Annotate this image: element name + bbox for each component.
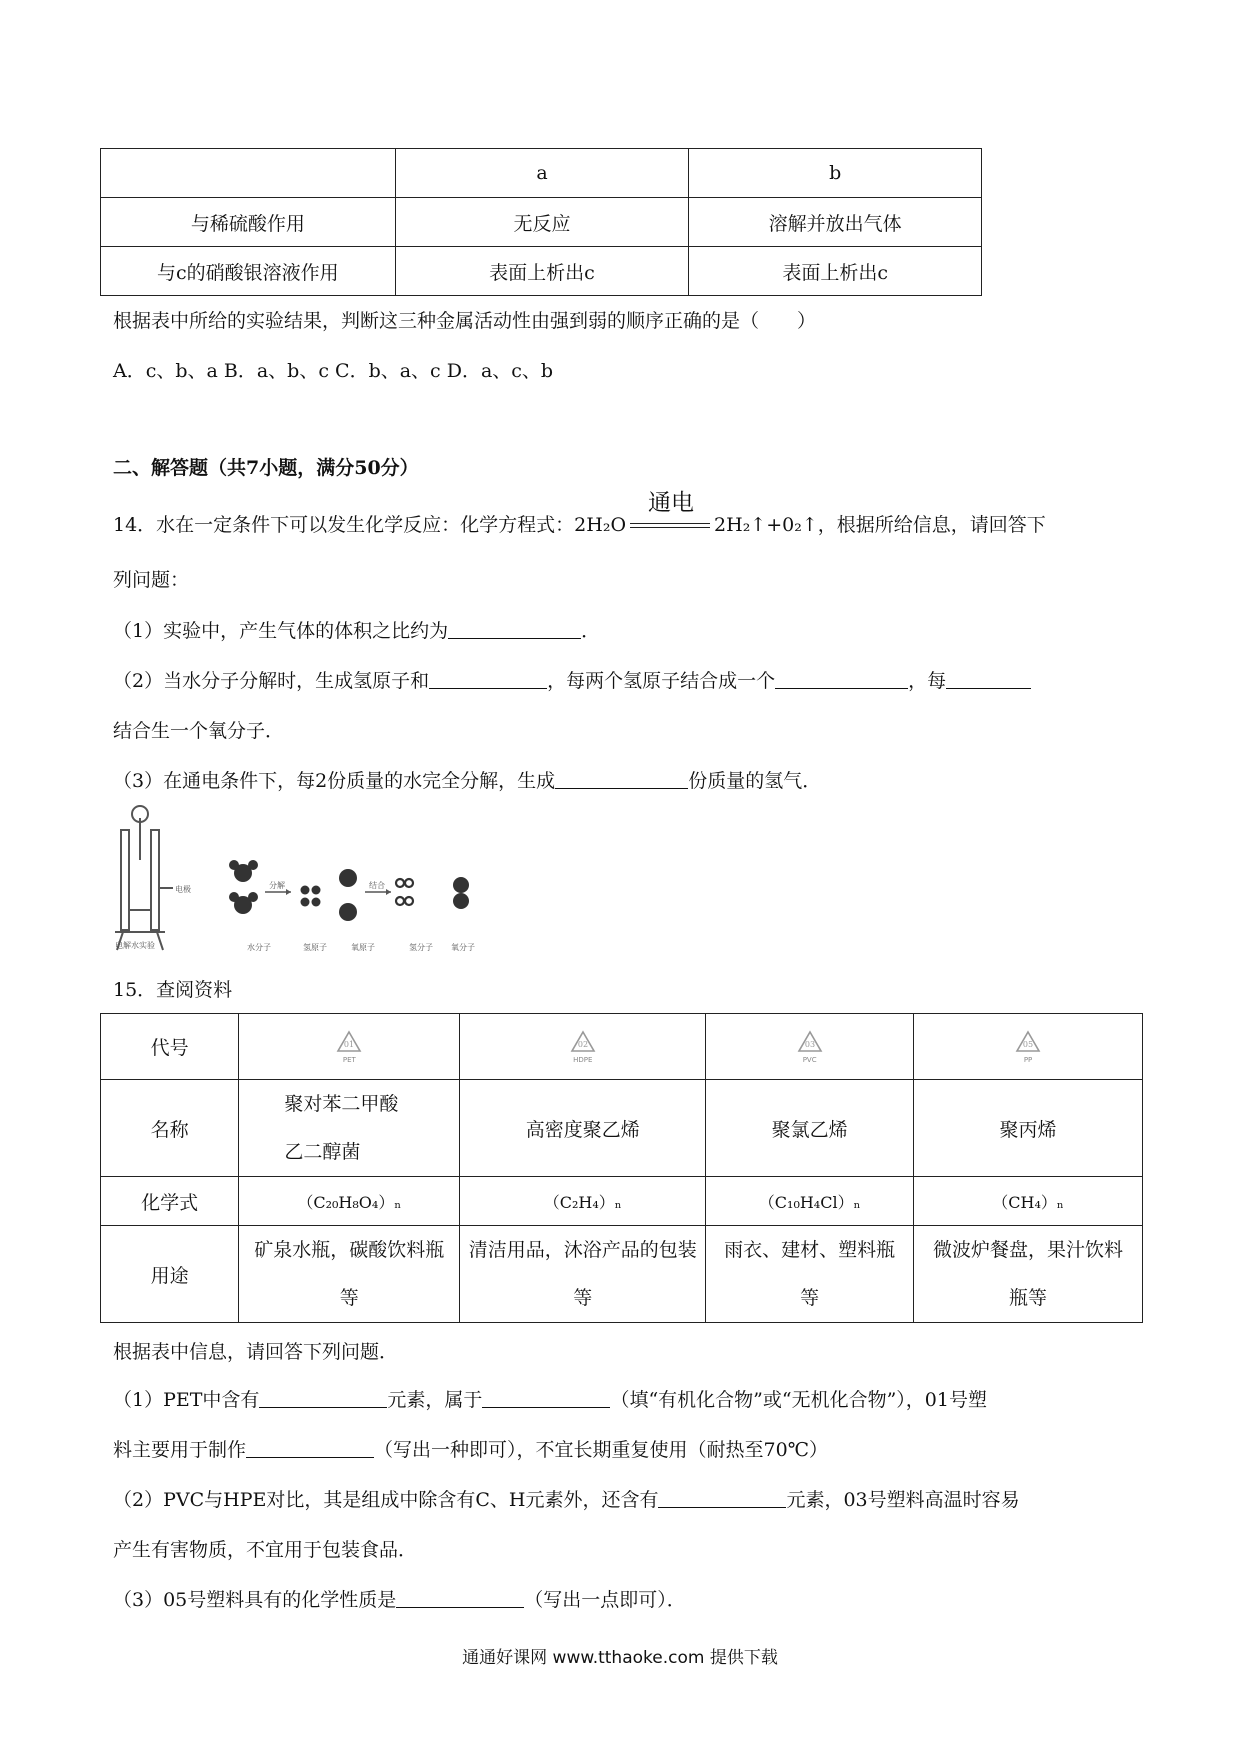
table-cell: （CH₄）ₙ <box>914 1177 1143 1226</box>
table-cell: 无反应 <box>395 198 689 247</box>
q15-title: 15．查阅资料 <box>113 979 233 1001</box>
table-cell: 聚氯乙烯 <box>706 1080 914 1177</box>
answer-blank[interactable] <box>775 668 908 689</box>
q14-intro-end: 2H₂↑+0₂↑，根据所给信息，请回答下 <box>714 514 1046 536</box>
recycle-code: HDPE <box>573 1056 593 1064</box>
table-cell <box>460 1226 706 1323</box>
q15-part2 <box>113 1487 1020 1513</box>
q14-part2-text3: ，每 <box>908 670 947 692</box>
oxygen-molecule-icon <box>453 877 469 909</box>
recycle-symbol-cell <box>460 1014 706 1080</box>
q15-part1-text3: （填“有机化合物”或“无机化合物”），01号塑 <box>610 1389 987 1411</box>
page-footer: 通通好课网 www.tthaoke.com 提供下载 <box>462 1648 778 1668</box>
q14-part2 <box>113 668 1031 694</box>
table-cell: a <box>395 149 689 198</box>
table-cell: 用途 <box>101 1226 239 1323</box>
svg-text:03: 03 <box>804 1040 815 1049</box>
table-cell: 溶解并放出气体 <box>689 198 982 247</box>
q15-part1-text4: 料主要用于制作 <box>113 1439 247 1461</box>
q15-part3 <box>113 1587 686 1613</box>
answer-blank[interactable] <box>259 1387 387 1408</box>
recycle-icon <box>569 1029 597 1055</box>
hydrogen-molecule-icon <box>396 879 413 905</box>
polymer-use: 微波炉餐盘，果汁饮料瓶等 <box>933 1239 1124 1309</box>
polymer-use: 矿泉水瓶，碳酸饮料瓶等 <box>254 1239 445 1309</box>
recycle-code: PP <box>1023 1056 1033 1064</box>
q14-part1 <box>113 618 600 644</box>
combine-label: 结合 <box>369 881 385 890</box>
table-row <box>101 198 982 247</box>
q15-part1-text5: （写出一种即可），不宜长期重复使用（耐热至70℃） <box>374 1439 828 1461</box>
hydrogen-atom-icon <box>301 886 321 907</box>
electrolysis-figure <box>113 800 483 962</box>
table-row <box>101 1080 1143 1177</box>
polymer-use: 雨衣、建材、塑料瓶等 <box>724 1239 896 1309</box>
q13-options: A．c、b、a B．a、b、c C．b、a、c D．a、c、b <box>113 360 554 382</box>
table-cell <box>239 1080 460 1177</box>
apparatus-label: 电解水实验 <box>115 941 155 950</box>
svg-text:02: 02 <box>577 1040 588 1049</box>
table-cell: b <box>689 149 982 198</box>
figure-label: 氢原子 <box>303 943 327 952</box>
table-cell <box>914 1226 1143 1323</box>
recycle-icon <box>335 1029 363 1055</box>
q15-part2-text2: 元素，03号塑料高温时容易 <box>786 1489 1020 1511</box>
table-cell <box>239 1226 460 1323</box>
electrolysis-label: 通电 <box>648 490 695 516</box>
electrolysis-apparatus-icon <box>115 806 173 950</box>
table-cell: 与稀硫酸作用 <box>101 198 396 247</box>
recycle-symbol-cell <box>239 1014 460 1080</box>
answer-blank[interactable] <box>555 768 688 789</box>
q14-intro <box>113 490 1046 538</box>
answer-blank[interactable] <box>448 618 581 639</box>
table-row <box>101 1014 1143 1080</box>
recycle-code: PVC <box>802 1056 817 1064</box>
table-row <box>101 1226 1143 1323</box>
answer-blank[interactable] <box>246 1437 374 1458</box>
table-cell <box>706 1226 914 1323</box>
q14-part3-text: （3）在通电条件下，每2份质量的水完全分解，生成 <box>113 770 556 792</box>
equation-arrow-line <box>630 527 710 528</box>
answer-blank[interactable] <box>396 1587 524 1608</box>
table-row <box>101 247 982 296</box>
table-row <box>101 1177 1143 1226</box>
figure-label: 氧分子 <box>451 943 475 952</box>
q14-part3-end: 份质量的氢气． <box>688 770 822 792</box>
q15-part1-text: （1）PET中含有 <box>113 1389 260 1411</box>
water-molecule-icon <box>229 860 258 914</box>
reaction-condition <box>626 490 714 538</box>
q15-part1 <box>113 1387 987 1413</box>
answer-blank[interactable] <box>482 1387 610 1408</box>
polymer-name: 聚对苯二甲酸乙二醇菌 <box>284 1093 399 1163</box>
table-cell: （C₁₀H₄Cl）ₙ <box>706 1177 914 1226</box>
recycle-symbol-cell <box>706 1014 914 1080</box>
table-cell: 名称 <box>101 1080 239 1177</box>
answer-blank[interactable] <box>429 668 547 689</box>
q15-part3-end: （写出一点即可）． <box>524 1589 686 1611</box>
decompose-label: 分解 <box>269 881 285 890</box>
table-cell: 表面上析出c <box>395 247 689 296</box>
section-heading: 二、解答题（共7小题，满分50分） <box>113 457 419 479</box>
table-cell: 高密度聚乙烯 <box>460 1080 706 1177</box>
table-cell: 表面上析出c <box>689 247 982 296</box>
answer-blank[interactable] <box>658 1487 786 1508</box>
oxygen-atom-icon <box>339 869 357 921</box>
recycle-icon <box>1014 1029 1042 1055</box>
q14-intro-start: 14．水在一定条件下可以发生化学反应：化学方程式：2H₂O <box>113 514 627 536</box>
answer-blank[interactable] <box>946 668 1031 689</box>
table-cell: （C₂₀H₈O₄）ₙ <box>239 1177 460 1226</box>
equation-arrow-line <box>630 523 710 524</box>
q15-part1-cont <box>113 1437 828 1463</box>
q13-question: 根据表中所给的实验结果，判断这三种金属活动性由强到弱的顺序正确的是（ ） <box>113 310 817 332</box>
table-cell: 聚丙烯 <box>914 1080 1143 1177</box>
q15-lead: 根据表中信息，请回答下列问题． <box>113 1341 399 1363</box>
figure-label: 水分子 <box>247 943 271 952</box>
figure-label: 氢分子 <box>409 943 433 952</box>
table-cell: 化学式 <box>101 1177 239 1226</box>
metal-reaction-table <box>100 148 982 296</box>
electrolysis-diagram <box>113 800 483 962</box>
q14-part3 <box>113 768 821 794</box>
table-cell: 代号 <box>101 1014 239 1080</box>
q15-part3-text: （3）05号塑料具有的化学性质是 <box>113 1589 397 1611</box>
q14-part1-end: ． <box>581 620 601 642</box>
q15-part2-cont: 产生有害物质，不宜用于包装食品． <box>113 1539 418 1561</box>
recycle-symbol-cell <box>914 1014 1143 1080</box>
polymer-use: 清洁用品，沐浴产品的包装等 <box>468 1239 697 1309</box>
svg-text:05: 05 <box>1022 1040 1034 1049</box>
recycle-code: PET <box>342 1056 356 1064</box>
table-cell: 与c的硝酸银溶液作用 <box>101 247 396 296</box>
table-header-row <box>101 149 982 198</box>
plastics-table <box>100 1013 1143 1323</box>
q14-part2-text: （2）当水分子分解时，生成氢原子和 <box>113 670 430 692</box>
table-cell: （C₂H₄）ₙ <box>460 1177 706 1226</box>
q15-part1-text2: 元素，属于 <box>387 1389 483 1411</box>
svg-text:01: 01 <box>344 1040 355 1049</box>
q14-part2-cont: 结合生一个氧分子． <box>113 720 285 742</box>
q14-intro-cont: 列问题： <box>113 569 190 591</box>
recycle-icon <box>796 1029 824 1055</box>
q14-part2-text2: ，每两个氢原子结合成一个 <box>547 670 776 692</box>
q14-part1-text: （1）实验中，产生气体的体积之比约为 <box>113 620 449 642</box>
q15-part2-text: （2）PVC与HPE对比，其是组成中除含有C、H元素外，还含有 <box>113 1489 659 1511</box>
electrode-label: 电极 <box>175 885 191 894</box>
figure-label: 氧原子 <box>351 943 375 952</box>
table-cell <box>101 149 396 198</box>
